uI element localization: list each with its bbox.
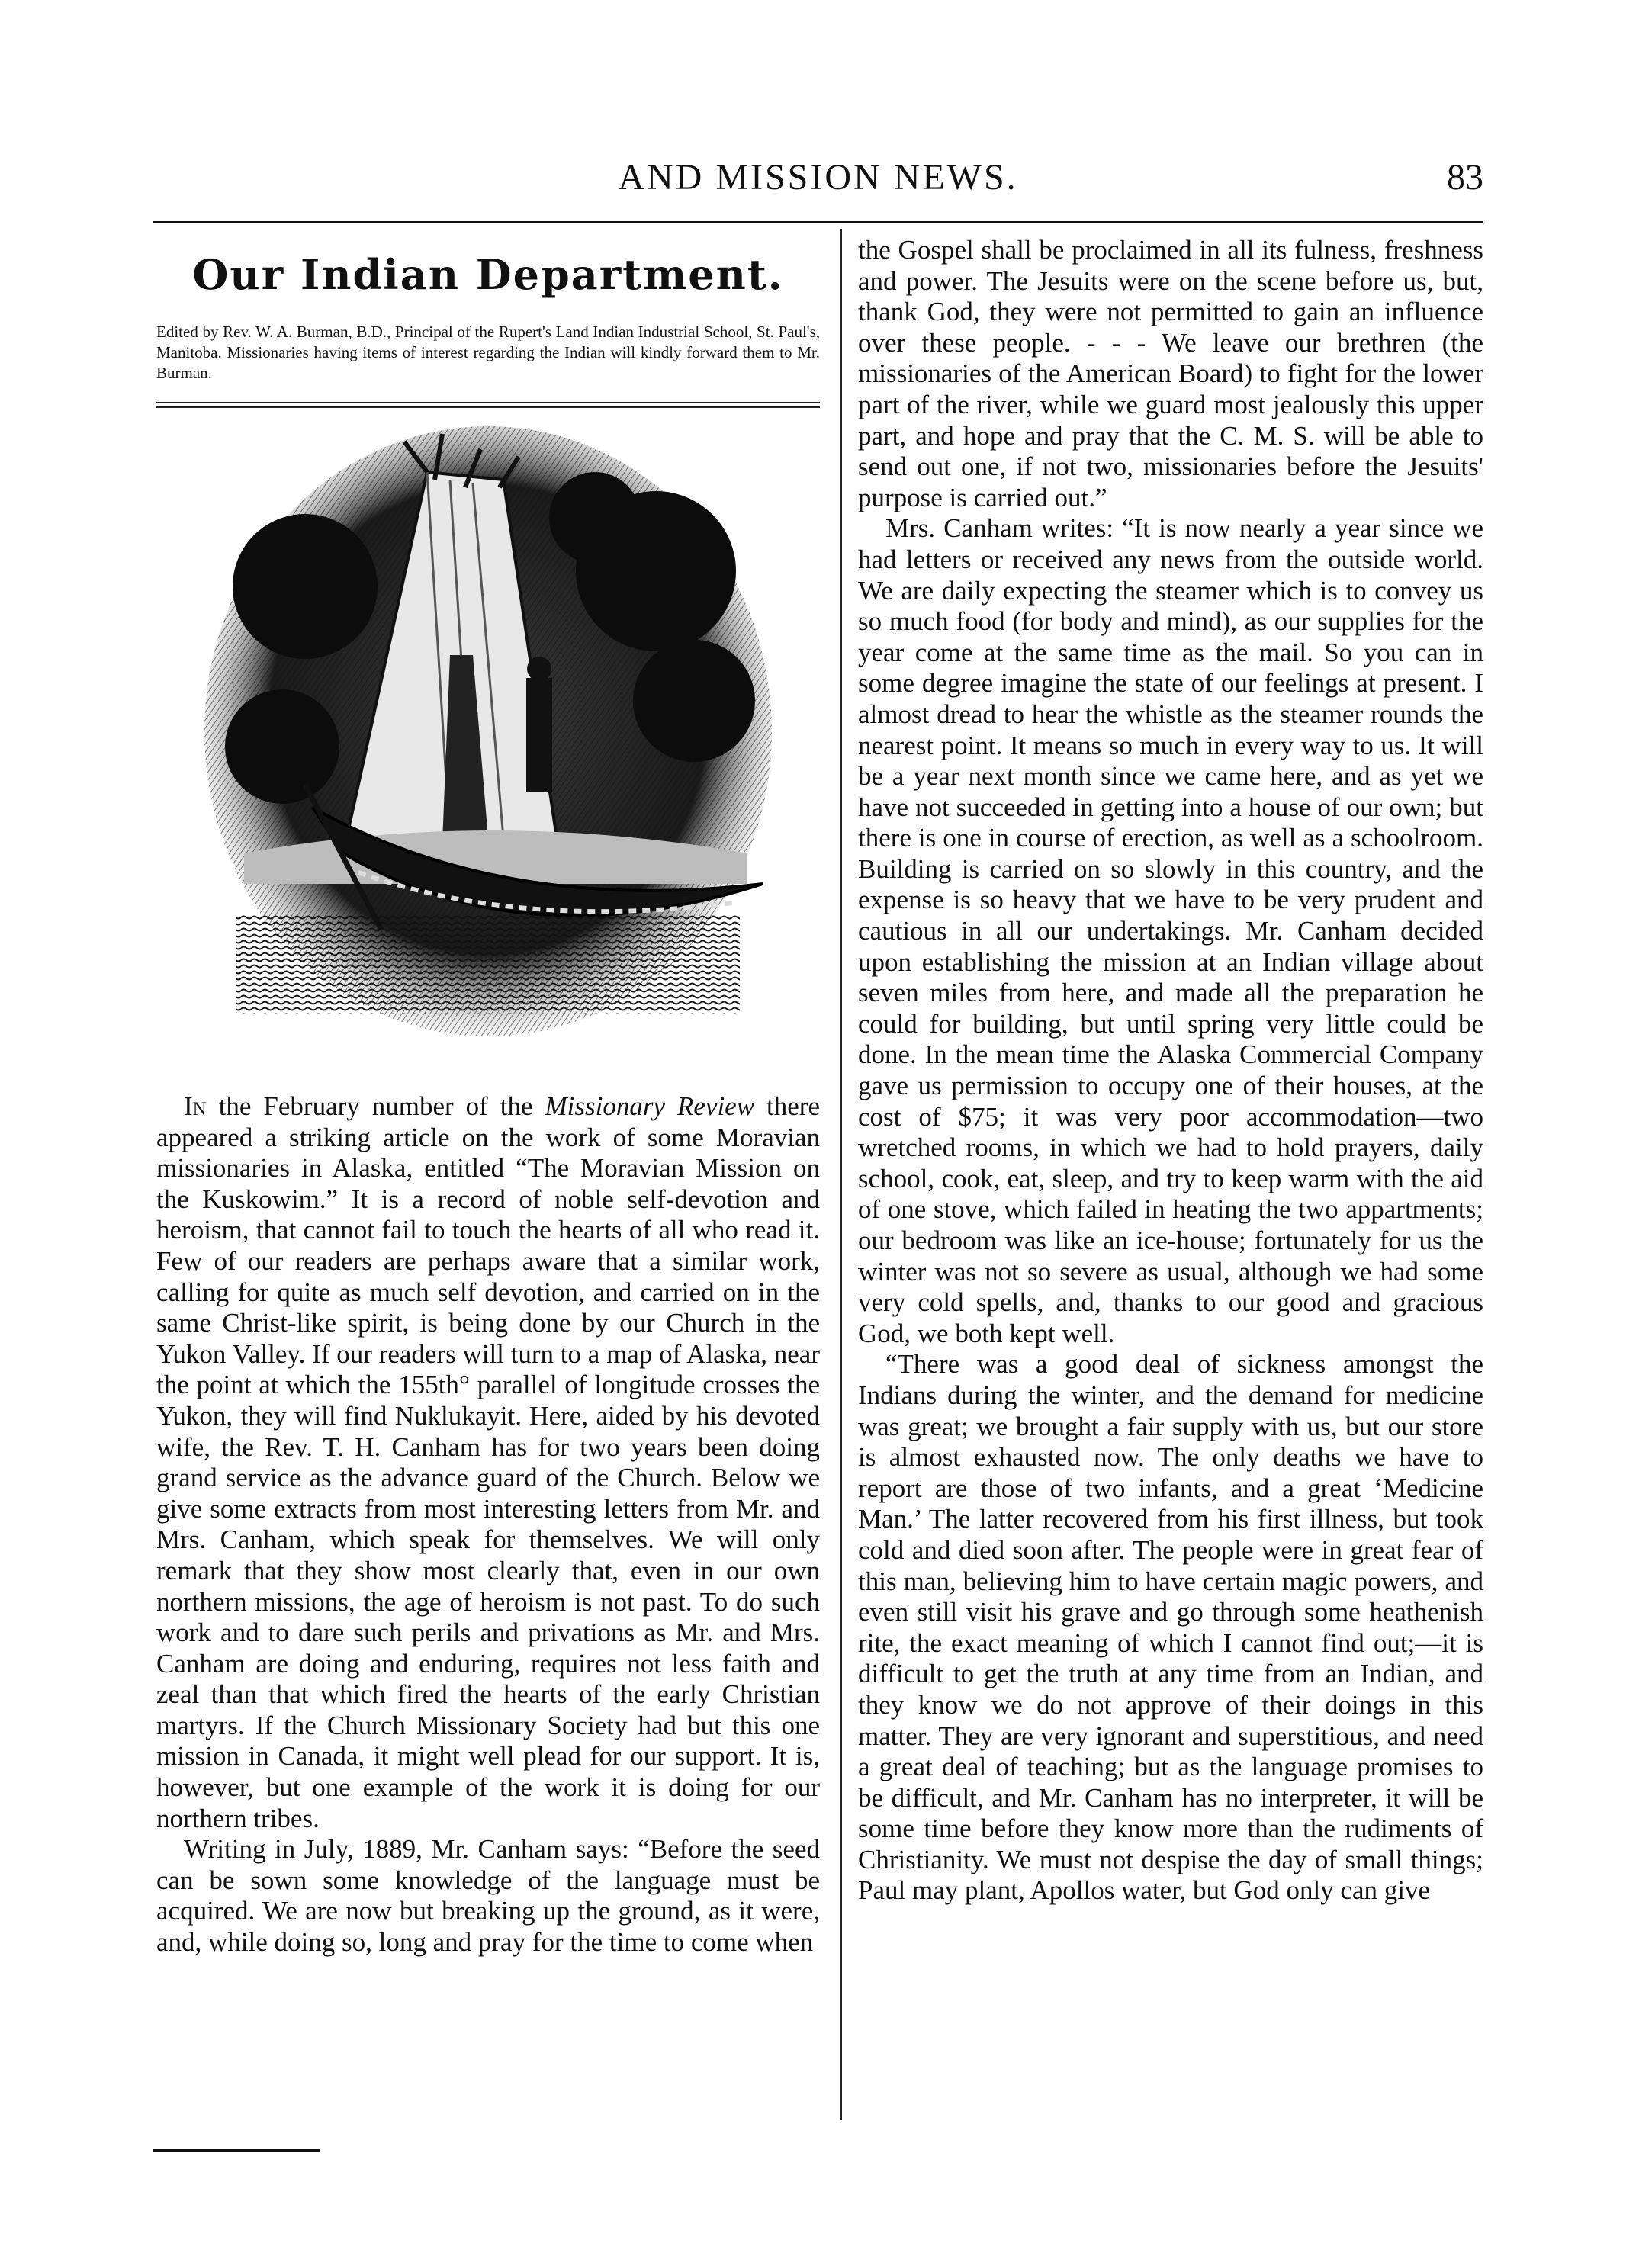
footer-rule xyxy=(153,2149,320,2152)
section-divider xyxy=(156,402,820,408)
editor-note: Edited by Rev. W. A. Burman, B.D., Principal of the Rupert's Land Indian Industrial School, St. Paul's, Manitoba. Missionaries having items of interest regarding the Indian will kindly forward them to Mr. Burman. xyxy=(156,323,820,382)
sickness-paragraph: “There was a good deal of sickness amongst the Indians during the winter, and the demand for medicine was great; we brought a fair supply with us, but our store is almost exhausted now. The only deaths we have to report are those of two infants, and a great ‘Medicine Man.’ The latter recovered from his first illness, but took cold and died soon after. The people were in great fear of this man, believing him to have certain magic powers, and even still visit his grave and go through some heathenish rite, the exact meaning of which I cannot find out;—it is difficult to get the truth at any time from an Indian, and they know we do not approve of their doings in this matter. They are very ignorant and superstitious, and need a great deal of teaching; but as the language promises to be difficult, and Mr. Canham has no interpreter, it will be some time before they know more than the rudiments of Christianity. We must not despise the day of small things; Paul may plant, Apollos water, but God only can give xyxy=(858,1349,1483,1906)
intro-text-b: there appeared a striking article on the work of some Moravian missionaries in Alaska, entitled “The Moravian Mission on the Kuskowim.” It is a record of noble self-devotion and heroism, that cannot fail to touch the hearts of all who read it. Few of our readers are perhaps aware that a similar work, calling for quite as much self devotion, and carried on in the same Christ-like spirit, is being done by our Church in the Yukon Valley. If our readers will turn to a map of Alaska, near the point at which the 155th° parallel of longitude crosses the Yukon, they will find Nuklukayit. Here, aided by his devoted wife, the Rev. T. H. Canham has for two years been doing grand service as the advance guard of the Church. Below we give some extracts from most interesting letters from Mr. and Mrs. Canham, which speak for themselves. We will only remark that they show most clearly that, even in our own northern missions, the age of heroism is not past. To do such work and to dare such perils and privations as Mr. and Mrs. Canham are doing and enduring, requires not less faith and zeal than that which fired the hearts of the early Christian martyrs. If the Church Missionary Society had but this one mission in Canada, it might well plead for our support. It is, however, but one example of the work it is doing for our northern tribes. xyxy=(156,1091,820,1833)
department-title: Our Indian Department. xyxy=(192,250,784,299)
left-column xyxy=(156,229,820,1958)
mrs-canham-paragraph: Mrs. Canham writes: “It is now nearly a year since we had letters or received any news from the outside world. We are daily expecting the steamer which is to convey us so much food (for body and mind), as our supplies for the year come at the same time as the mail. So you can in some degree imagine the state of our feelings at present. I almost dread to hear the whistle as the steamer rounds the nearest point. It means so much in every way to us. It will be a year next month since we came here, and as yet we have not succeeded in getting into a house of our own; but there is one in course of erection, as well as a schoolroom. Building is carried on so slowly in this country, and the expense is so heavy that we have to be very prudent and cautious in all our undertakings. Mr. Canham decided upon establishing the mission at an Indian village about seven miles from here, and made all the preparation he could for building, but until spring very little could be done. In the mean time the Alaska Commercial Company gave us permission to occupy one of their houses, at the cost of $75; it was very poor accommodation—two wretched rooms, in which we had to hold prayers, daily school, cook, eat, sleep, and try to keep warm with the aid of one stove, which failed in heating the two appartments; our bedroom was like an ice-house; fortunately for us the winter was not so severe as usual, although we had some very cold spells, and, thanks to our good and gracious God, we both kept well. xyxy=(858,513,1483,1348)
intro-text-a: the February number of the xyxy=(206,1091,545,1121)
page-header xyxy=(153,156,1483,210)
continued-paragraph: the Gospel shall be proclaimed in all its fulness, freshness and power. The Jesuits were on the scene before us, but, thank God, they were not permitted to gain an influence over these people. - - - We leave our brethren (the missionaries of the American Board) to fight for the lower part of the river, while we guard most jealously this upper part, and hope and pray that the C. M. S. will be able to send out one, if not two, missionaries before the Jesuits' purpose is carried out.” xyxy=(858,235,1483,512)
intro-lead-word: In xyxy=(184,1091,207,1121)
running-title: AND MISSION NEWS. xyxy=(618,157,1018,198)
intro-italic-title: Missionary Review xyxy=(545,1091,755,1121)
intro-paragraph xyxy=(156,1091,820,1834)
page-number: 83 xyxy=(1447,157,1483,198)
right-column xyxy=(858,235,1483,1907)
canham-letter-paragraph: Writing in July, 1889, Mr. Canham says: “Before the seed can be sown some knowledge of the language must be acquired. We are now but breaking up the ground, as it were, and, while doing so, long and pray for the time to come when xyxy=(156,1834,820,1958)
header-rule xyxy=(153,221,1483,223)
column-divider xyxy=(840,229,842,2120)
tipi-canoe-engraving-icon xyxy=(198,426,778,1052)
